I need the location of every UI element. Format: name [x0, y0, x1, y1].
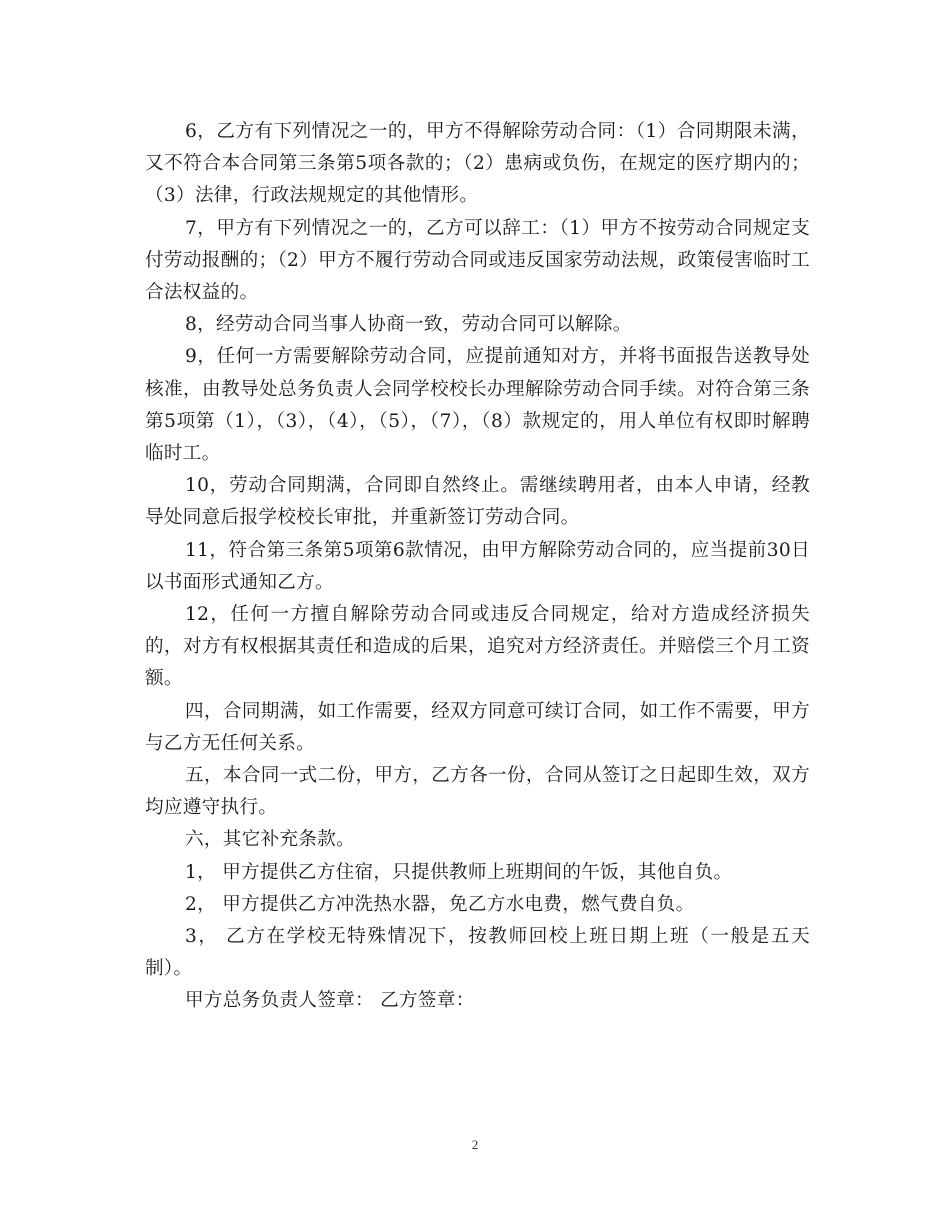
clause-6: 6，乙方有下列情况之一的，甲方不得解除劳动合同：（1）合同期限未满，又不符合本合同第三条第5项各款的；（2）患病或负伤，在规定的医疗期内的；（3）法律，行政法规规定的其他情形。: [145, 121, 810, 207]
page-number: 2: [471, 1137, 479, 1152]
supplement-item-2: 2， 甲方提供乙方冲洗热水器，免乙方水电费，燃气费自负。: [185, 893, 695, 915]
section-5-copies: 五，本合同一式二份，甲方，乙方各一份，合同从签订之日起即生效，双方均应遵守执行。: [145, 765, 810, 819]
clause-7: 7，甲方有下列情况之一的，乙方可以辞工：（1）甲方不按劳动合同规定支付劳动报酬的；（2）甲方不履行劳动合同或违反国家劳动法规，政策侵害临时工合法权益的。: [145, 217, 810, 304]
clause-11: 11，符合第三条第5项第6款情况，由甲方解除劳动合同的，应当提前30日以书面形式通知乙方。: [145, 539, 810, 593]
signature-line: 甲方总务负责人签章： 乙方签章：: [185, 990, 475, 1012]
clause-10: 10，劳动合同期满，合同即自然终止。需继续聘用者，由本人申请，经教导处同意后报学校校长审批，并重新签订劳动合同。: [145, 475, 810, 529]
clause-9: 9，任何一方需要解除劳动合同，应提前通知对方，并将书面报告送教导处核准，由教导处总务负责人会同学校校长办理解除劳动合同手续。对符合第三条第5项第（1），（3），（4），（5），（7），（8）款规定的，用人单位有权即时解聘临时工。: [145, 346, 810, 465]
supplement-item-1: 1， 甲方提供乙方住宿，只提供教师上班期间的午饭，其他自负。: [185, 861, 733, 883]
section-4-renewal: 四，合同期满，如工作需要，经双方同意可续订合同，如工作不需要，甲方与乙方无任何关系。: [145, 700, 810, 754]
document-body: [145, 116, 810, 1018]
supplement-item-3: 3， 乙方在学校无特殊情况下，按教师回校上班日期上班（一般是五天制）。: [145, 926, 810, 980]
clause-8: 8，经劳动合同当事人协商一致，劳动合同可以解除。: [185, 314, 632, 336]
clause-12: 12，任何一方擅自解除劳动合同或违反合同规定，给对方造成经济损失的，对方有权根据其责任和造成的后果，追究对方经济责任。并赔偿三个月工资额。: [145, 604, 810, 690]
section-6-heading: 六，其它补充条款。: [185, 829, 356, 851]
